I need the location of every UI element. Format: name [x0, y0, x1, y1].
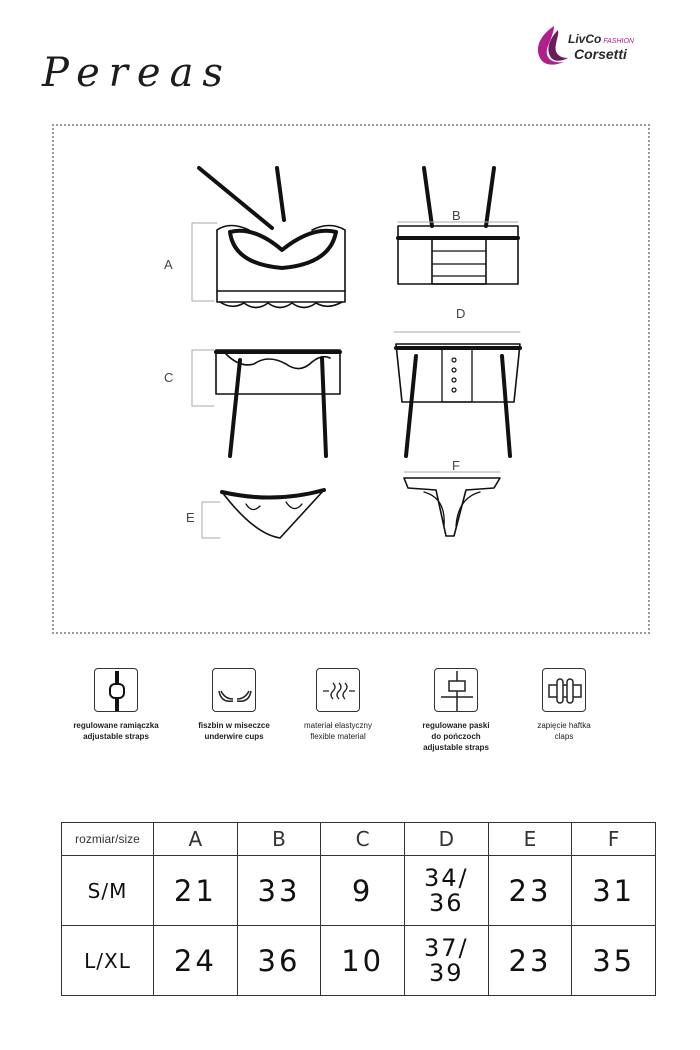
feature-label-en: flexible material: [310, 732, 366, 741]
dim-label-c: C: [164, 370, 174, 385]
table-cell: [404, 926, 488, 996]
feature-label-pl: fiszbin w miseczce: [198, 721, 270, 730]
column-header: D: [404, 823, 488, 856]
table-cell: 35: [572, 926, 656, 996]
brand-logo: [528, 20, 668, 80]
table-cell: [404, 856, 488, 926]
thong-back-sketch: [404, 472, 500, 536]
brand-name-top: LivCo FASHION: [568, 32, 634, 46]
column-header: B: [237, 823, 321, 856]
table-corner-label: rozmiar/size: [62, 823, 154, 856]
column-header: C: [321, 823, 405, 856]
thong-front-sketch: [202, 490, 324, 538]
cell-line-1: 37/: [423, 933, 469, 962]
feature-label-en: underwire cups: [204, 732, 264, 741]
column-header: F: [572, 823, 656, 856]
feature-adjustable-straps: [50, 668, 182, 742]
dim-label-a: A: [164, 257, 173, 272]
lingerie-diagram: [54, 126, 652, 636]
table-cell: 36: [237, 926, 321, 996]
feature-flexible-material: [272, 668, 404, 742]
underwire-cups-icon: [212, 668, 256, 712]
table-cell: 23: [488, 926, 572, 996]
feature-label-pl: zapięcie haftka: [537, 721, 591, 730]
table-row: [62, 926, 656, 996]
feature-label-pl: regulowane ramiączka: [73, 721, 159, 730]
table-cell: 33: [237, 856, 321, 926]
cell-line-2: 39: [429, 958, 464, 987]
brand-name-bottom: Corsetti: [574, 46, 627, 62]
size-label: L/XL: [62, 926, 154, 996]
table-header-row: [62, 823, 656, 856]
table-cell: 23: [488, 856, 572, 926]
column-header: A: [154, 823, 238, 856]
dim-label-b: B: [452, 208, 461, 223]
feature-label-pl: materiał elastyczny: [303, 721, 373, 730]
brand-swirl-icon: [528, 20, 578, 80]
table-cell: 31: [572, 856, 656, 926]
bra-back-sketch: [398, 168, 518, 284]
garter-front-sketch: [192, 350, 340, 456]
feature-label-pl: regulowane paski: [422, 721, 490, 730]
feature-label-en: claps: [554, 732, 574, 741]
flexible-material-icon: [316, 668, 360, 712]
feature-clasp: [498, 668, 630, 742]
feature-label-en: adjustable straps: [423, 743, 489, 752]
clasp-icon: [542, 668, 586, 712]
dim-label-e: E: [186, 510, 195, 525]
table-row: [62, 856, 656, 926]
cell-line-2: 36: [429, 888, 464, 917]
feature-label-en: adjustable straps: [83, 732, 149, 741]
column-header: E: [488, 823, 572, 856]
adjustable-stocking-straps-icon: [434, 668, 478, 712]
table-cell: 24: [154, 926, 238, 996]
feature-label-pl-2: do pończoch: [431, 732, 481, 741]
size-label: S/M: [62, 856, 154, 926]
dim-label-f: F: [452, 458, 460, 473]
table-cell: 9: [321, 856, 405, 926]
size-table: [61, 822, 656, 996]
cell-line-1: 34/: [423, 863, 469, 892]
bra-front-sketch: [192, 168, 345, 308]
adjustable-strap-icon: [94, 668, 138, 712]
table-cell: 10: [321, 926, 405, 996]
garter-back-sketch: [394, 332, 520, 456]
technical-drawing: [52, 124, 650, 634]
table-cell: 21: [154, 856, 238, 926]
product-title: Pereas: [42, 50, 232, 96]
dim-label-d: D: [456, 306, 466, 321]
